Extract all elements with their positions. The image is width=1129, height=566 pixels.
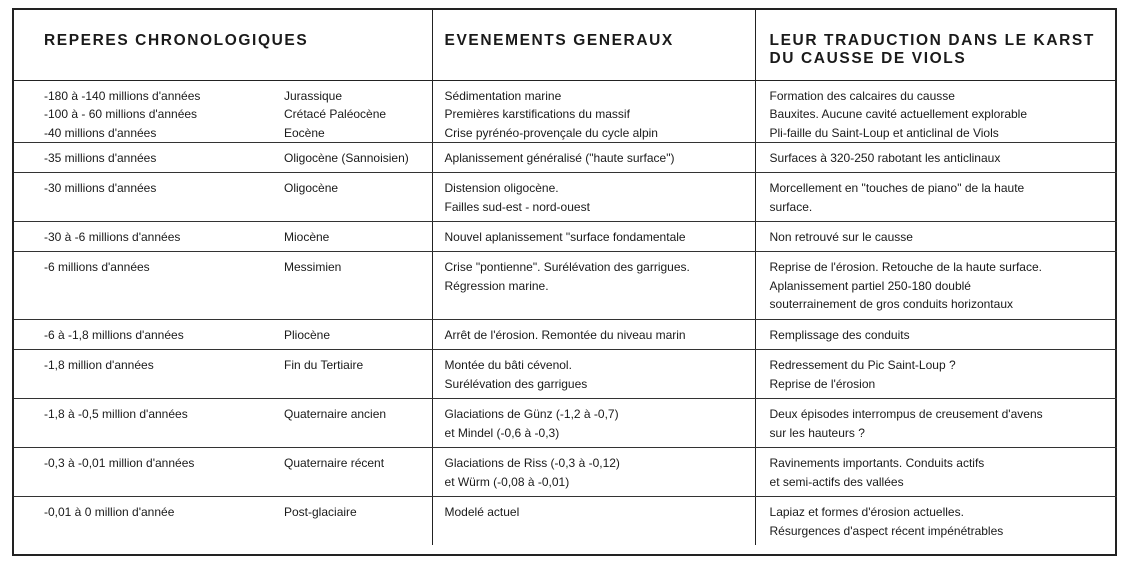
event-cell-line: Failles sud-est - nord-ouest xyxy=(444,199,590,214)
event-cell-line: Premières karstifications du massif xyxy=(444,107,630,121)
period-cell xyxy=(260,252,432,320)
period-cell xyxy=(260,399,432,448)
period-cell xyxy=(260,497,432,545)
karst-cell xyxy=(755,173,1117,222)
event-cell xyxy=(432,80,755,143)
table-row xyxy=(14,320,1117,350)
date-cell-line: -35 millions d'années xyxy=(44,151,157,165)
event-cell xyxy=(432,497,755,545)
date-cell xyxy=(14,448,260,497)
table-row xyxy=(14,497,1117,545)
date-cell-line: -6 à -1,8 millions d'années xyxy=(44,328,184,342)
period-cell xyxy=(260,80,432,143)
karst-cell xyxy=(755,497,1117,545)
event-cell xyxy=(432,448,755,497)
date-cell-line: -100 à - 60 millions d'années xyxy=(44,107,198,121)
date-cell xyxy=(14,350,260,399)
event-cell-line: et Würm (-0,08 à -0,01) xyxy=(444,474,570,489)
date-cell xyxy=(14,80,260,143)
table-row xyxy=(14,399,1117,448)
karst-cell xyxy=(755,143,1117,173)
karst-cell-line: Pli-faille du Saint-Loup et anticlinal de Viols xyxy=(769,125,999,140)
event-cell xyxy=(432,143,755,173)
karst-cell xyxy=(755,399,1117,448)
karst-cell-line: Aplanissement partiel 250-180 doublé xyxy=(769,278,971,293)
period-cell-line: Eocène xyxy=(284,125,325,140)
table-row xyxy=(14,173,1117,222)
event-cell-line: Glaciations de Riss (-0,3 à -0,12) xyxy=(444,456,620,470)
karst-cell-line: Reprise de l'érosion xyxy=(769,376,876,391)
event-cell xyxy=(432,320,755,350)
table-row xyxy=(14,80,1117,143)
table-row xyxy=(14,448,1117,497)
karst-cell-line: Deux épisodes interrompus de creusement d'avens xyxy=(769,407,1043,421)
karst-cell-line: surface. xyxy=(769,199,813,214)
event-cell xyxy=(432,350,755,399)
event-cell-line: et Mindel (-0,6 à -0,3) xyxy=(444,425,560,440)
date-cell-line: -40 millions d'années xyxy=(44,125,157,140)
period-cell xyxy=(260,448,432,497)
karst-cell xyxy=(755,448,1117,497)
header-chronology: REPERES CHRONOLOGIQUES xyxy=(14,10,432,80)
period-cell-line: Post-glaciaire xyxy=(284,505,357,519)
period-cell xyxy=(260,320,432,350)
karst-cell-line: Morcellement en "touches de piano" de la haute xyxy=(769,181,1025,195)
period-cell-line: Crétacé Paléocène xyxy=(284,107,387,121)
period-cell-line: Pliocène xyxy=(284,328,331,342)
event-cell xyxy=(432,173,755,222)
header-karst-line2: DU CAUSSE DE VIOLS xyxy=(769,50,967,67)
date-cell-line: -6 millions d'années xyxy=(44,260,150,274)
event-cell-line: Aplanissement généralisé ("haute surface") xyxy=(444,151,675,165)
period-cell-line: Quaternaire ancien xyxy=(284,407,387,421)
event-cell-line: Arrêt de l'érosion. Remontée du niveau marin xyxy=(444,328,686,342)
date-cell xyxy=(14,497,260,545)
karst-cell-line: Formation des calcaires du causse xyxy=(769,88,955,103)
period-cell xyxy=(260,222,432,252)
table-row xyxy=(14,143,1117,173)
event-cell-line: Régression marine. xyxy=(444,278,549,293)
header-events: EVENEMENTS GENERAUX xyxy=(432,10,755,80)
event-cell-line: Crise "pontienne". Surélévation des garrigues. xyxy=(444,260,690,274)
chronology-table xyxy=(14,10,1117,545)
date-cell-line: -1,8 million d'années xyxy=(44,358,154,372)
period-cell xyxy=(260,143,432,173)
karst-cell-line: souterrainement de gros conduits horizontaux xyxy=(769,297,1013,311)
chronology-table-frame xyxy=(12,8,1117,556)
event-cell xyxy=(432,399,755,448)
event-cell-line: Montée du bâti cévenol. xyxy=(444,358,572,372)
date-cell xyxy=(14,252,260,320)
period-cell-line: Oligocène xyxy=(284,181,339,195)
event-cell-line: Glaciations de Günz (-1,2 à -0,7) xyxy=(444,407,619,421)
karst-cell-line: Résurgences d'aspect récent impénétrables xyxy=(769,523,1004,538)
karst-cell-line: Bauxites. Aucune cavité actuellement explorable xyxy=(769,107,1028,121)
period-cell xyxy=(260,350,432,399)
header-karst xyxy=(755,10,1117,80)
period-cell-line: Miocène xyxy=(284,230,330,244)
karst-cell-line: Lapiaz et formes d'érosion actuelles. xyxy=(769,505,964,519)
period-cell-line: Jurassique xyxy=(284,88,343,103)
date-cell xyxy=(14,143,260,173)
table-row xyxy=(14,350,1117,399)
event-cell-line: Nouvel aplanissement "surface fondamentale xyxy=(444,230,686,244)
karst-cell-line: sur les hauteurs ? xyxy=(769,425,865,440)
table-row xyxy=(14,252,1117,320)
karst-cell-line: Ravinements importants. Conduits actifs xyxy=(769,456,985,470)
karst-cell-line: Remplissage des conduits xyxy=(769,328,910,342)
date-cell xyxy=(14,320,260,350)
date-cell xyxy=(14,222,260,252)
karst-cell-line: Reprise de l'érosion. Retouche de la haute surface. xyxy=(769,260,1042,274)
date-cell-line: -0,01 à 0 million d'année xyxy=(44,505,175,519)
date-cell-line: -30 millions d'années xyxy=(44,181,157,195)
karst-cell xyxy=(755,222,1117,252)
event-cell-line: Sédimentation marine xyxy=(444,88,562,103)
date-cell-line: -180 à -140 millions d'années xyxy=(44,88,201,103)
header-karst-line1: LEUR TRADUCTION DANS LE KARST xyxy=(769,32,1095,49)
event-cell-line: Modelé actuel xyxy=(444,505,520,519)
period-cell-line: Oligocène (Sannoisien) xyxy=(284,151,409,165)
event-cell-line: Surélévation des garrigues xyxy=(444,376,588,391)
period-cell-line: Messimien xyxy=(284,260,342,274)
period-cell xyxy=(260,173,432,222)
event-cell-line: Distension oligocène. xyxy=(444,181,559,195)
table-body xyxy=(14,80,1117,545)
period-cell-line: Quaternaire récent xyxy=(284,456,385,470)
date-cell-line: -1,8 à -0,5 million d'années xyxy=(44,407,188,421)
date-cell xyxy=(14,399,260,448)
event-cell-line: Crise pyrénéo-provençale du cycle alpin xyxy=(444,125,658,140)
event-cell xyxy=(432,222,755,252)
karst-cell-line: Non retrouvé sur le causse xyxy=(769,230,913,244)
date-cell xyxy=(14,173,260,222)
karst-cell xyxy=(755,80,1117,143)
event-cell xyxy=(432,252,755,320)
karst-cell-line: et semi-actifs des vallées xyxy=(769,474,904,489)
karst-cell xyxy=(755,320,1117,350)
table-row xyxy=(14,222,1117,252)
date-cell-line: -0,3 à -0,01 million d'années xyxy=(44,456,195,470)
karst-cell xyxy=(755,350,1117,399)
date-cell-line: -30 à -6 millions d'années xyxy=(44,230,181,244)
karst-cell-line: Redressement du Pic Saint-Loup ? xyxy=(769,358,956,372)
karst-cell-line: Surfaces à 320-250 rabotant les anticlinaux xyxy=(769,151,1001,165)
header-row xyxy=(14,10,1117,80)
karst-cell xyxy=(755,252,1117,320)
period-cell-line: Fin du Tertiaire xyxy=(284,358,364,372)
